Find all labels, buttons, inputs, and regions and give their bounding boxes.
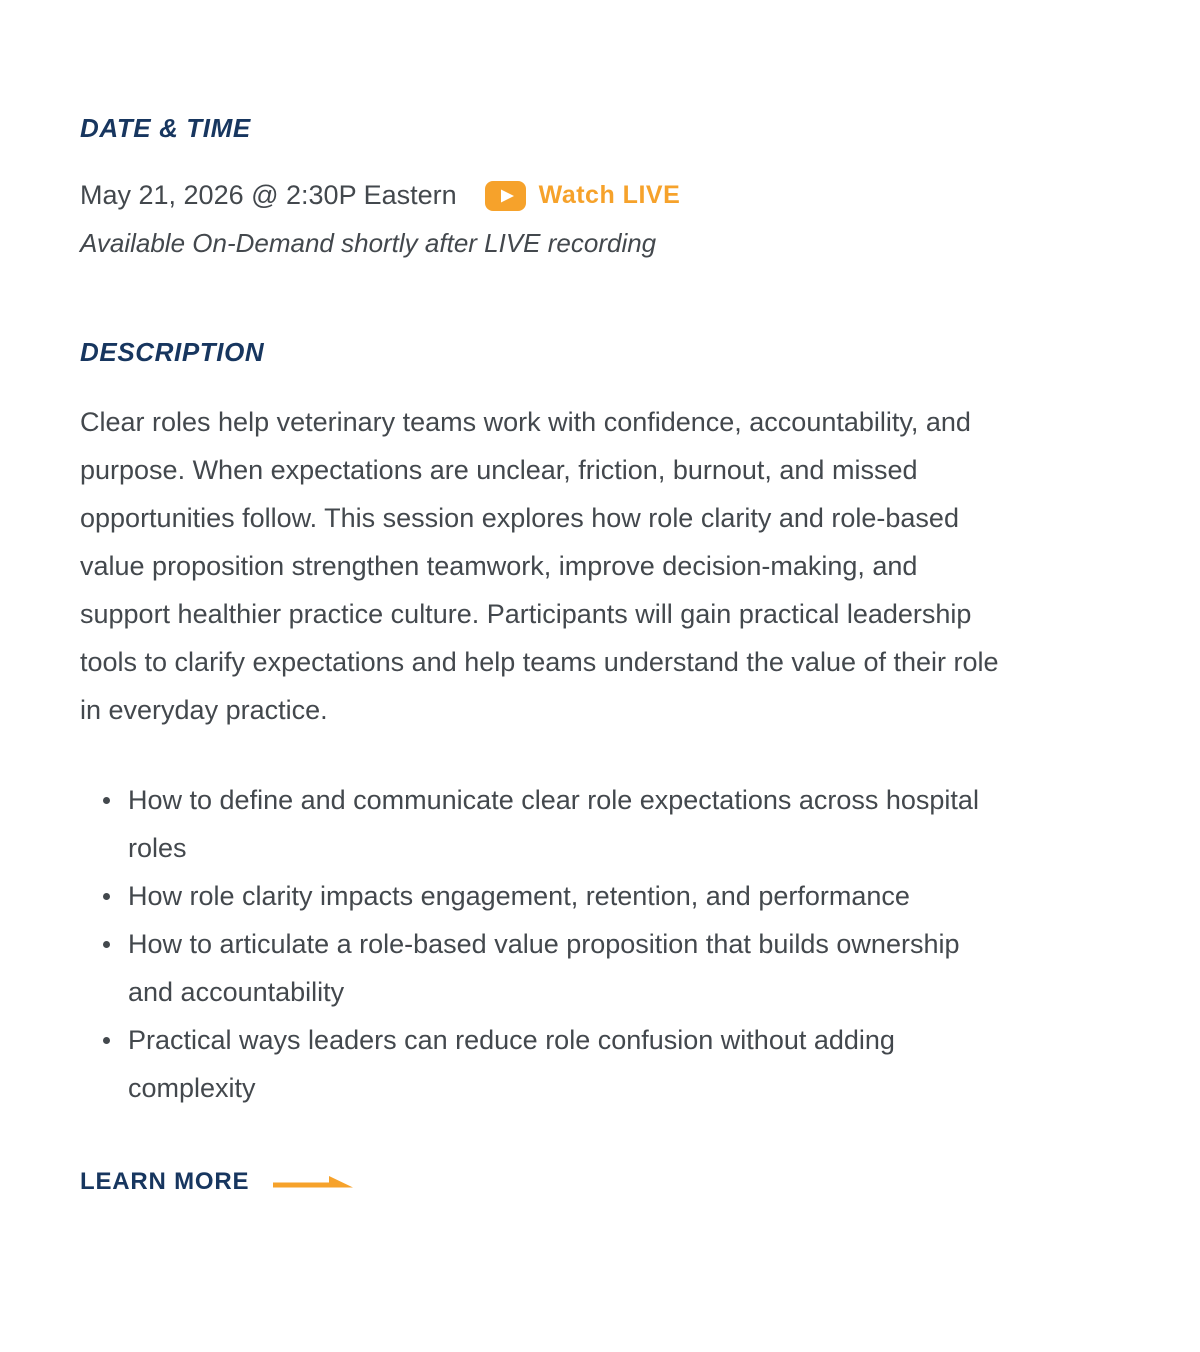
date-time-row xyxy=(80,180,1000,211)
arrow-right-icon xyxy=(273,1172,353,1192)
list-item: Practical ways leaders can reduce role confusion without adding complexity xyxy=(80,1016,1000,1112)
date-time-heading: DATE & TIME xyxy=(80,113,251,143)
description-paragraph: Clear roles help veterinary teams work with confidence, accountability, and purpose. When expectations are unclear, friction, burnout, and missed opportunities follow. This session explores how role clarity and role-based value proposition strengthen teamwork, improve decision-making, and support healthier practice culture. Participants will gain practical leadership tools to clarify expectations and help teams understand the value of their role in everyday practice. xyxy=(80,407,999,725)
learn-more-link[interactable] xyxy=(80,1168,353,1196)
learn-more-row xyxy=(80,1168,1000,1196)
watch-live-label: Watch LIVE xyxy=(538,181,681,209)
list-item: How to define and communicate clear role expectations across hospital roles xyxy=(80,776,1000,872)
list-item: How to articulate a role-based value proposition that builds ownership and accountability xyxy=(80,920,1000,1016)
learn-more-label: LEARN MORE xyxy=(80,1168,250,1195)
description-bullet-list xyxy=(80,776,1000,1112)
event-date-text: May 21, 2026 @ 2:30P Eastern xyxy=(80,180,457,210)
play-icon xyxy=(485,181,526,211)
description-heading: DESCRIPTION xyxy=(80,337,265,367)
list-item: How role clarity impacts engagement, retention, and performance xyxy=(80,872,1000,920)
watch-live-link[interactable] xyxy=(485,181,681,211)
availability-note: Available On-Demand shortly after LIVE recording xyxy=(80,228,657,258)
